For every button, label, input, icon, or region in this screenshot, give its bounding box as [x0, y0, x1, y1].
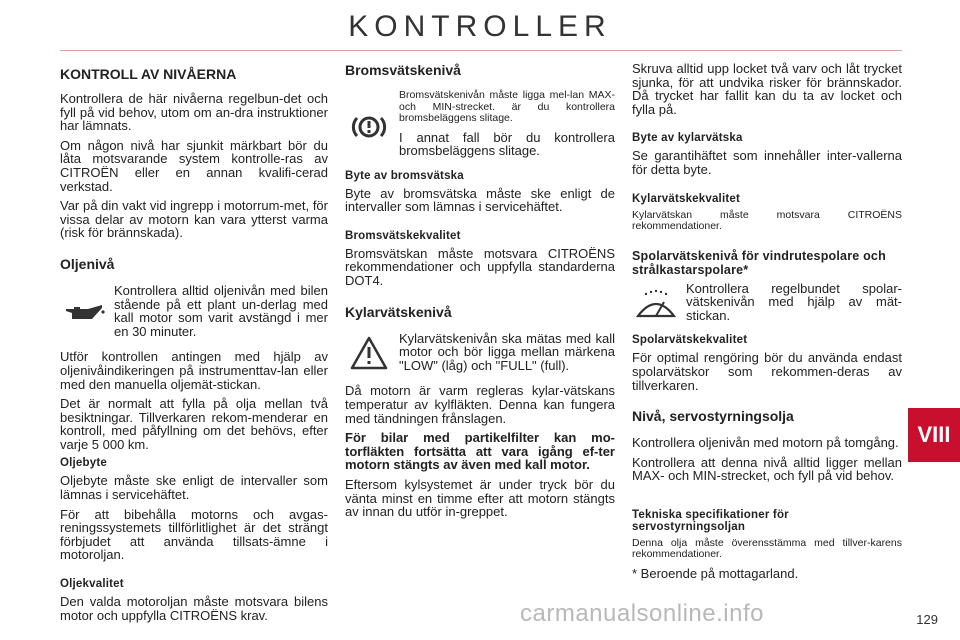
coolant-change-heading: Byte av kylarvätska	[632, 132, 743, 145]
washer-icon-row	[632, 282, 902, 329]
spec-paragraph: Denna olja måste överensstämma med tillver-karens rekommendationer.	[632, 536, 902, 561]
paragraph: Kylarvätskan måste motsvara CITROËNS rekommendationer.	[632, 208, 902, 233]
paragraph: Kontrollera att denna nivå alltid ligger mellan MAX- och MIN-strecket, och fyll på vid behov.	[632, 454, 902, 484]
brake-icon-text: I annat fall bör du kontrollera bromsbeläggens slitage.	[399, 129, 615, 159]
paragraph: Det är normalt att fylla på olja mellan två besiktningar. Tillverkaren rekom-menderar en kontroll, med påfyllning om det behövs, efter varje 5 000 km.	[60, 396, 328, 452]
column-2	[345, 62, 615, 525]
coolant-icon-row	[345, 332, 615, 379]
section-heading: KONTROLL AV NIVÅERNA	[60, 66, 237, 82]
page-number: 129	[916, 612, 938, 627]
oil-level-heading: Oljenivå	[60, 255, 115, 272]
oil-change-heading: Oljebyte	[60, 457, 107, 470]
paragraph: Eftersom kylsystemet är under tryck bör du vänta minst en timme efter att motorn stängts av innan du utför in-greppet.	[345, 477, 615, 520]
paragraph: Skruva alltid upp locket två varv och låt trycket sjunka, för att undvika risker för brännskador. Då trycket har fallit kan du ta av locket och fylla på.	[632, 61, 902, 117]
watermark: carmanualsonline.info	[520, 600, 764, 627]
washer-icon-text: Kontrollera regelbundet spolar-vätskenivån med hjälp av mät-stickan.	[686, 280, 902, 323]
washer-quality-heading: Spolarvätskekvalitet	[632, 334, 748, 347]
spec-heading: Tekniska specifikationer för servostyrningsoljan	[632, 508, 789, 533]
coolant-icon-text: Kylarvätskenivån ska mätas med kall motor och bör ligga mellan märkena "LOW" (låg) och "FULL" (full).	[399, 330, 615, 373]
paragraph: Oljebyte måste ske enligt de intervaller som lämnas i servicehäftet.	[60, 473, 328, 503]
paragraph: Var på din vakt vid ingrepp i motorrum-met, för vissa delar av motorn kan vara ytterst varma (risk för brännskada).	[60, 198, 328, 241]
coolant-bold-paragraph: För bilar med partikelfilter kan mo-torfläkten fortsätta att vara igång ef-ter motorn stängts av även med kall motor.	[345, 430, 615, 473]
paragraph: Då motorn är varm regleras kylar-vätskans temperatur av kylfläkten. Denna kan fungera med tändningen frånslagen.	[345, 383, 615, 426]
coolant-quality-heading: Kylarvätskekvalitet	[632, 192, 741, 205]
paragraph: För optimal rengöring bör du använda endast spolarvätskor som rekommen-deras av tillverkaren.	[632, 350, 902, 393]
brake-quality-heading: Bromsvätskekvalitet	[345, 229, 461, 242]
oil-can-icon	[60, 284, 108, 344]
brake-warning-icon	[345, 90, 393, 164]
steering-heading: Nivå, servostyrningsolja	[632, 408, 794, 425]
oil-icon-row	[60, 284, 328, 344]
paragraph: Den valda motoroljan måste motsvara bilens motor och uppfylla CITROËNS krav.	[60, 594, 328, 623]
paragraph: För att bibehålla motorns och avgas-reningssystemets tillförlitlighet är det strängt förbjudet att använda tillsats-ämne i motoroljan.	[60, 506, 328, 563]
chapter-tab[interactable]: VIII	[908, 408, 960, 462]
paragraph: Kontrollera de här nivåerna regelbun-det och fyll på vid behov, utom om an-dra instruktioner har lämnats.	[60, 91, 328, 134]
paragraph: Kontrollera oljenivån med motorn på tomgång.	[632, 435, 899, 451]
paragraph: Om någon nivå har sjunkit märkbart bör du låta motsvarande system kontrolle-ras av CITROËN eller en annan kvalifi-cerad verkstad.	[60, 137, 328, 194]
washer-heading: Spolarvätskenivå för vindrutespolare och strålkastarspolare*	[632, 248, 886, 277]
paragraph: Bromsvätskan måste motsvara CITROËNS rekommendationer och uppfylla standarderna DOT4.	[345, 245, 615, 289]
brake-heading: Bromsvätskenivå	[345, 62, 461, 78]
brake-icon-text-block	[399, 90, 615, 164]
page-title: KONTROLLER	[348, 10, 612, 43]
paragraph: Byte av bromsvätska måste ske enligt de intervaller som lämnas i servicehäftet.	[345, 185, 615, 215]
column-1	[60, 62, 328, 628]
column-3	[632, 62, 902, 587]
coolant-warning-icon	[345, 332, 393, 379]
brake-icon-small: Bromsvätskenivån måste ligga mel-lan MAX- och MIN-strecket. är du kontrollera bromsbeläggens slitage.	[399, 89, 615, 124]
paragraph: Se garantihäftet som innehåller inter-vallerna för detta byte.	[632, 148, 902, 177]
brake-change-heading: Byte av bromsvätska	[345, 169, 464, 182]
title-rule	[60, 50, 902, 51]
oil-quality-heading: Oljekvalitet	[60, 578, 124, 591]
paragraph: Utför kontrollen antingen med hjälp av oljenivåindikeringen på instrumenttav-lan eller med den manuella oljemät-stickan.	[60, 349, 328, 392]
windscreen-washer-icon	[632, 282, 680, 329]
brake-icon-row	[345, 90, 615, 164]
footnote: * Beroende på mottagarland.	[632, 565, 799, 581]
oil-icon-text: Kontrollera alltid oljenivån med bilen stående på ett plant un-derlag med kall motor som varit avstängd i mer en 30 minuter.	[114, 282, 328, 339]
coolant-heading: Kylarvätskenivå	[345, 303, 452, 320]
